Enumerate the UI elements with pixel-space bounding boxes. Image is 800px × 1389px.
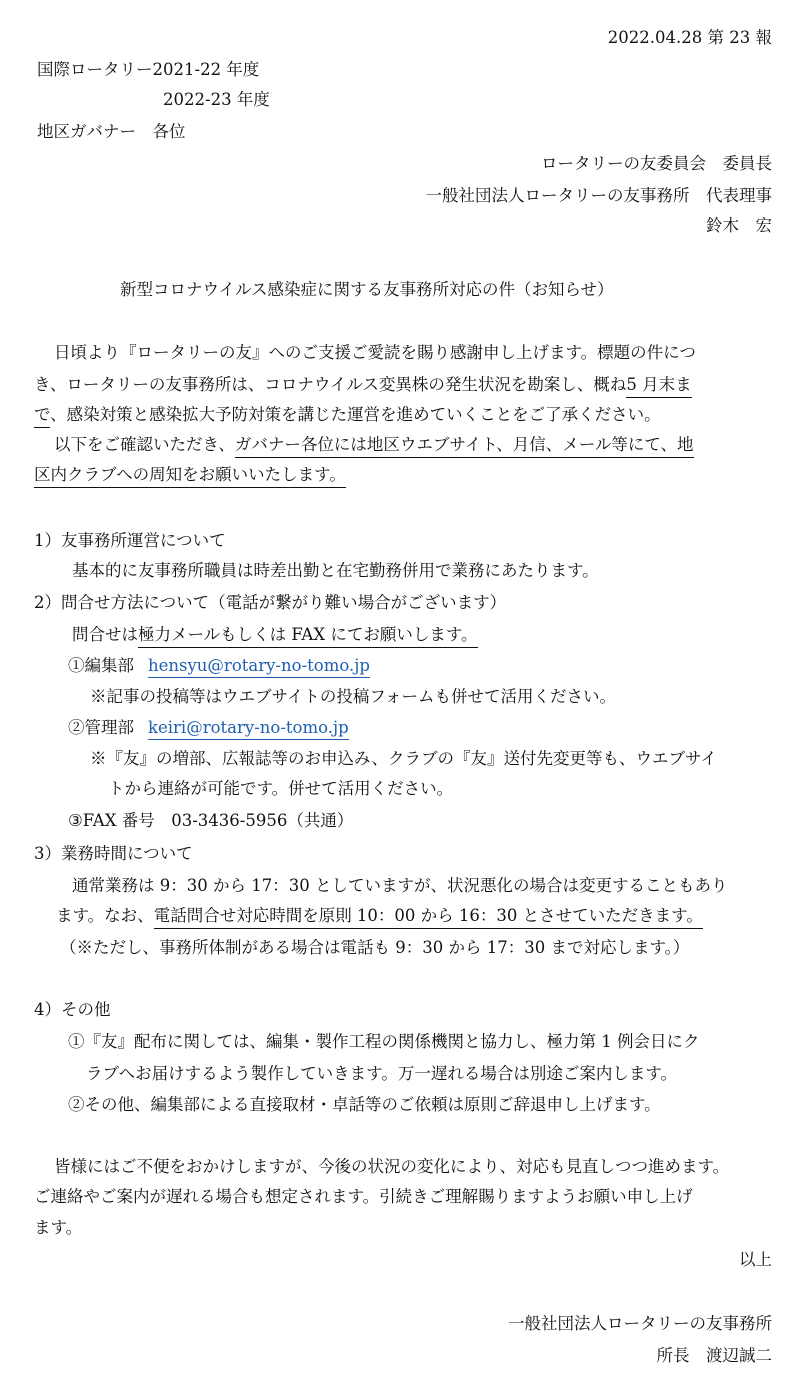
closing-line-3: ます。 [34,1218,83,1237]
closing-line-1: 皆様にはご不便をおかけしますが、今後の状況の変化により、対応も見直しつつ進めます。 [54,1157,730,1176]
editorial-note: ※記事の投稿等はウエブサイトの投稿フォームも併せて活用ください。 [90,687,617,706]
sender-line-2: 一般社団法人ロータリーの友事務所 代表理事 [425,186,772,205]
admin-note-line-1: ※『友』の増部、広報誌等のお申込み、クラブの『友』送付先変更等も、ウエブサイ [90,749,717,768]
recipient-line-3: 地区ガバナー 各位 [37,122,186,141]
intro-line-4 [54,437,694,454]
intro-line-3 [34,407,661,424]
signature-organization: 一般社団法人ロータリーの友事務所 [508,1314,772,1333]
recipient-line-2: 2022-23 年度 [163,90,270,109]
closing-ijo: 以上 [739,1250,772,1269]
intro-line-3-text: 、感染対策と感染拡大予防対策を講じた運営を進めていくことをご了承ください。 [50,405,661,424]
recipient-line-1: 国際ロータリー2021-22 年度 [37,60,260,79]
closing-line-2: ご連絡やご案内が遅れる場合も想定されます。引続きご理解賜りますようお願い申し上げ [34,1187,693,1206]
section-1-body: 基本的に友事務所職員は時差出勤と在宅勤務併用で業務にあたります。 [72,561,599,580]
editorial-label: ①編集部 [68,656,134,675]
section-4-item-1-line-1: ①『友』配布に関しては、編集・製作工程の関係機関と協力し、極力第 1 例会日にク [68,1032,700,1051]
section-1-heading: 1）友事務所運営について [34,531,226,550]
sender-line-1: ロータリーの友委員会 委員長 [541,154,772,173]
section-3-body-line-1: 通常業務は 9：30 から 17：30 としていますが、状況悪化の場合は変更することもあり [72,876,728,895]
section-4-item-1-line-2: ラブへお届けするよう製作していきます。万一遅れる場合は別途ご案内します。 [86,1064,678,1083]
intro-line-2-text: き、ロータリーの友事務所は、コロナウイルス変異株の発生状況を勘案し、概ね [34,375,627,394]
section-3-body-line-2 [56,908,703,925]
admin-note-line-2: トから連絡が可能です。併せて活用ください。 [108,779,454,798]
document-title: 新型コロナウイルス感染症に関する友事務所対応の件（お知らせ） [120,280,614,299]
intro-line-5 [34,467,346,484]
section-2-body [72,627,478,644]
section-4-item-2: ②その他、編集部による直接取材・卓話等のご依頼は原則ご辞退申し上げます。 [68,1095,661,1114]
section-3-body-line-2-text: ます。なお、 [56,906,154,925]
signature-name: 所長 渡辺誠二 [656,1346,772,1365]
section-3-heading: 3）業務時間について [34,844,193,863]
section-2-body-text: 問合せは [72,625,138,644]
document-date: 2022.04.28 第 23 報 [607,28,772,47]
editorial-email-link[interactable]: hensyu@rotary-no-tomo.jp [148,656,370,678]
governor-request-highlight-end: 区内クラブへの周知をお願いいたします。 [34,465,346,488]
section-3-body-line-3: （※ただし、事務所体制がある場合は電話も 9：30 から 17：30 まで対応します。） [60,938,690,957]
fax-number: ③FAX 番号 03-3436-5956（共通） [68,811,354,830]
section-2-heading: 2）問合せ方法について（電話が繋がり難い場合がございます） [34,593,507,612]
governor-request-highlight: ガバナー各位には地区ウエブサイト、月信、メール等にて、地 [235,435,694,458]
deadline-highlight-end: で [34,405,50,428]
intro-line-4-text: 以下をご確認いただき、 [54,435,235,454]
editorial-contact [68,658,370,675]
phone-hours-highlight: 電話問合せ対応時間を原則 10：00 から 16：30 とさせていただきます。 [154,906,703,929]
sender-name: 鈴木 宏 [706,216,772,235]
intro-line-1: 日頃より『ロータリーの友』へのご支援ご愛読を賜り感謝申し上げます。標題の件につ [54,343,696,362]
deadline-highlight: 5 月末ま [626,375,691,398]
contact-method-highlight: 極力メールもしくは FAX にてお願いします。 [138,625,478,648]
admin-email-link[interactable]: keiri@rotary-no-tomo.jp [148,718,349,740]
admin-label: ②管理部 [68,718,134,737]
admin-contact [68,720,349,737]
intro-line-2 [34,377,692,394]
section-4-heading: 4）その他 [34,1000,111,1019]
